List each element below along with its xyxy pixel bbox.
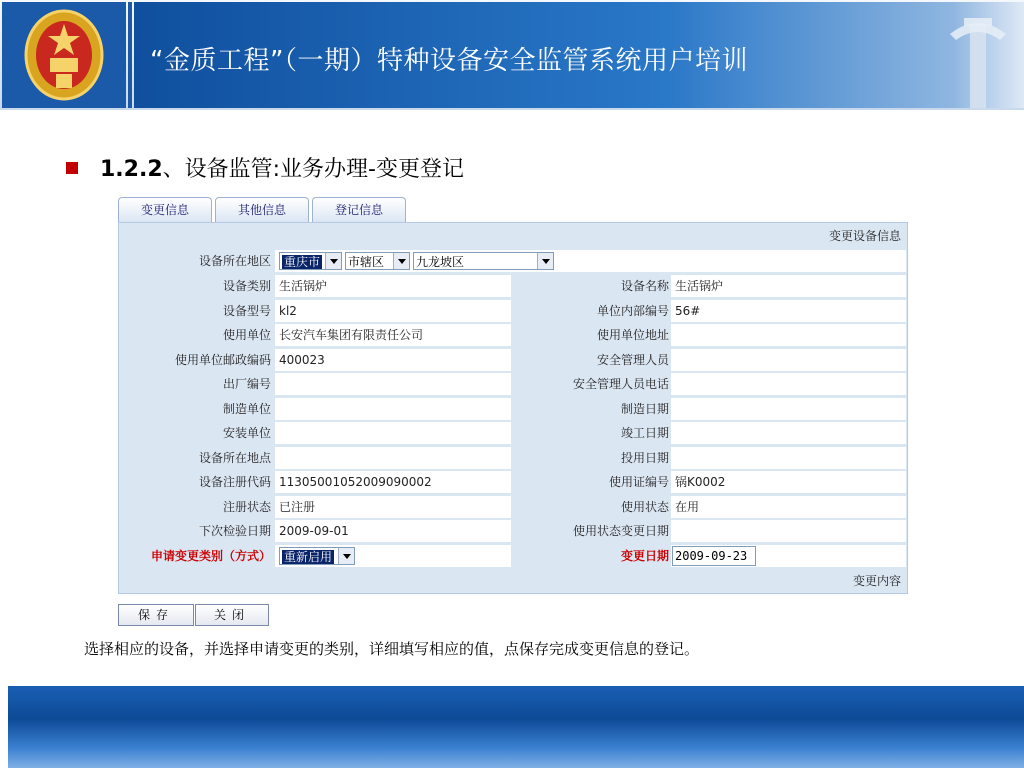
- field-label: 设备型号: [119, 299, 271, 323]
- field-label: 使用状态: [513, 495, 669, 519]
- national-emblem-icon: [2, 2, 126, 108]
- table-row: [119, 299, 907, 323]
- field-value: [671, 349, 906, 371]
- table-row: [119, 495, 907, 519]
- chevron-down-icon: [537, 253, 553, 269]
- field-value: [275, 373, 511, 395]
- change-date-input[interactable]: 2009-09-23: [672, 546, 756, 566]
- table-row: [119, 323, 907, 347]
- section-number: 1.2.2: [100, 157, 163, 182]
- table-row: [119, 372, 907, 396]
- save-button[interactable]: 保存: [118, 604, 194, 626]
- field-value: [275, 422, 511, 444]
- change-type-value: 重新启用: [284, 550, 333, 564]
- tab-registration-info[interactable]: 登记信息: [312, 197, 406, 222]
- tab-other-info[interactable]: 其他信息: [215, 197, 309, 222]
- field-value: 生活锅炉: [275, 275, 511, 297]
- field-label: 使用证编号: [513, 470, 669, 494]
- field-label: 单位内部编号: [513, 299, 669, 323]
- close-button[interactable]: 关闭: [195, 604, 269, 626]
- change-type-label: 申请变更类别（方式）: [119, 544, 271, 568]
- city-select-value: 重庆市: [284, 255, 321, 269]
- field-label: 安全管理人员电话: [513, 372, 669, 396]
- field-label: 设备注册代码: [119, 470, 271, 494]
- change-date-label: 变更日期: [513, 544, 669, 568]
- field-label: 使用单位: [119, 323, 271, 347]
- instruction-text: 选择相应的设备，并选择申请变更的类别，详细填写相应的值，点保存完成变更信息的登记。: [84, 640, 700, 658]
- chevron-down-icon: [338, 548, 354, 564]
- section-heading-text: 、设备监管:业务办理-变更登记: [162, 157, 464, 182]
- header-separator: [128, 2, 132, 108]
- table-row: [119, 421, 907, 445]
- change-content-label: 变更内容: [119, 569, 901, 593]
- area-select-value: 九龙坡区: [416, 255, 465, 269]
- field-label: 设备类别: [119, 274, 271, 298]
- location-row: [119, 249, 907, 273]
- field-value: [671, 447, 906, 469]
- field-label: 使用单位邮政编码: [119, 348, 271, 372]
- field-value: [275, 447, 511, 469]
- field-value: [671, 520, 906, 542]
- field-label: 安全管理人员: [513, 348, 669, 372]
- field-value: [671, 373, 906, 395]
- change-type-select[interactable]: [279, 547, 355, 565]
- change-form: [118, 222, 908, 594]
- field-value: 400023: [275, 349, 511, 371]
- field-value: 11305001052009090002: [275, 471, 511, 493]
- field-label: 注册状态: [119, 495, 271, 519]
- field-label: 设备名称: [513, 274, 669, 298]
- table-row: [119, 446, 907, 470]
- tab-change-info[interactable]: 变更信息: [118, 197, 212, 222]
- field-value: 锅K0002: [671, 471, 906, 493]
- section-heading: [100, 152, 464, 183]
- chevron-down-icon: [393, 253, 409, 269]
- field-value: [275, 398, 511, 420]
- field-value: 2009-09-01: [275, 520, 511, 542]
- field-label: 使用状态变更日期: [513, 519, 669, 543]
- field-value: 56#: [671, 300, 906, 322]
- field-value: 已注册: [275, 496, 511, 518]
- field-label: 设备所在地点: [119, 446, 271, 470]
- field-value: 生活锅炉: [671, 275, 906, 297]
- slide-header: [0, 0, 1024, 110]
- table-row: [119, 348, 907, 372]
- bullet-square-icon: [66, 162, 78, 174]
- field-label: 制造单位: [119, 397, 271, 421]
- form-footer-row: [119, 569, 907, 593]
- city-select[interactable]: [279, 252, 342, 270]
- district-select-value: 市辖区: [348, 255, 385, 269]
- change-type-row: [119, 544, 907, 568]
- table-row: [119, 470, 907, 494]
- chevron-down-icon: [325, 253, 341, 269]
- slide-footer-band: [8, 686, 1024, 768]
- field-label: 安装单位: [119, 421, 271, 445]
- form-header-row: [119, 224, 907, 248]
- area-select[interactable]: [413, 252, 554, 270]
- field-value: kl2: [275, 300, 511, 322]
- field-value: [671, 422, 906, 444]
- field-label: 使用单位地址: [513, 323, 669, 347]
- district-select[interactable]: [345, 252, 410, 270]
- form-header-title: 变更设备信息: [119, 224, 901, 248]
- field-label: 下次检验日期: [119, 519, 271, 543]
- pillar-icon: [930, 4, 1020, 108]
- field-label: 制造日期: [513, 397, 669, 421]
- field-label: 竣工日期: [513, 421, 669, 445]
- emblem-panel: [2, 2, 126, 108]
- field-value: 在用: [671, 496, 906, 518]
- field-value: [671, 324, 906, 346]
- table-row: [119, 274, 907, 298]
- field-label: 投用日期: [513, 446, 669, 470]
- slide-title: “金质工程”（一期）特种设备安全监管系统用户培训: [150, 46, 748, 76]
- table-row: [119, 519, 907, 543]
- table-row: [119, 397, 907, 421]
- field-label: 出厂编号: [119, 372, 271, 396]
- location-label: 设备所在地区: [119, 249, 271, 273]
- field-value: [671, 398, 906, 420]
- field-value: 长安汽车集团有限责任公司: [275, 324, 511, 346]
